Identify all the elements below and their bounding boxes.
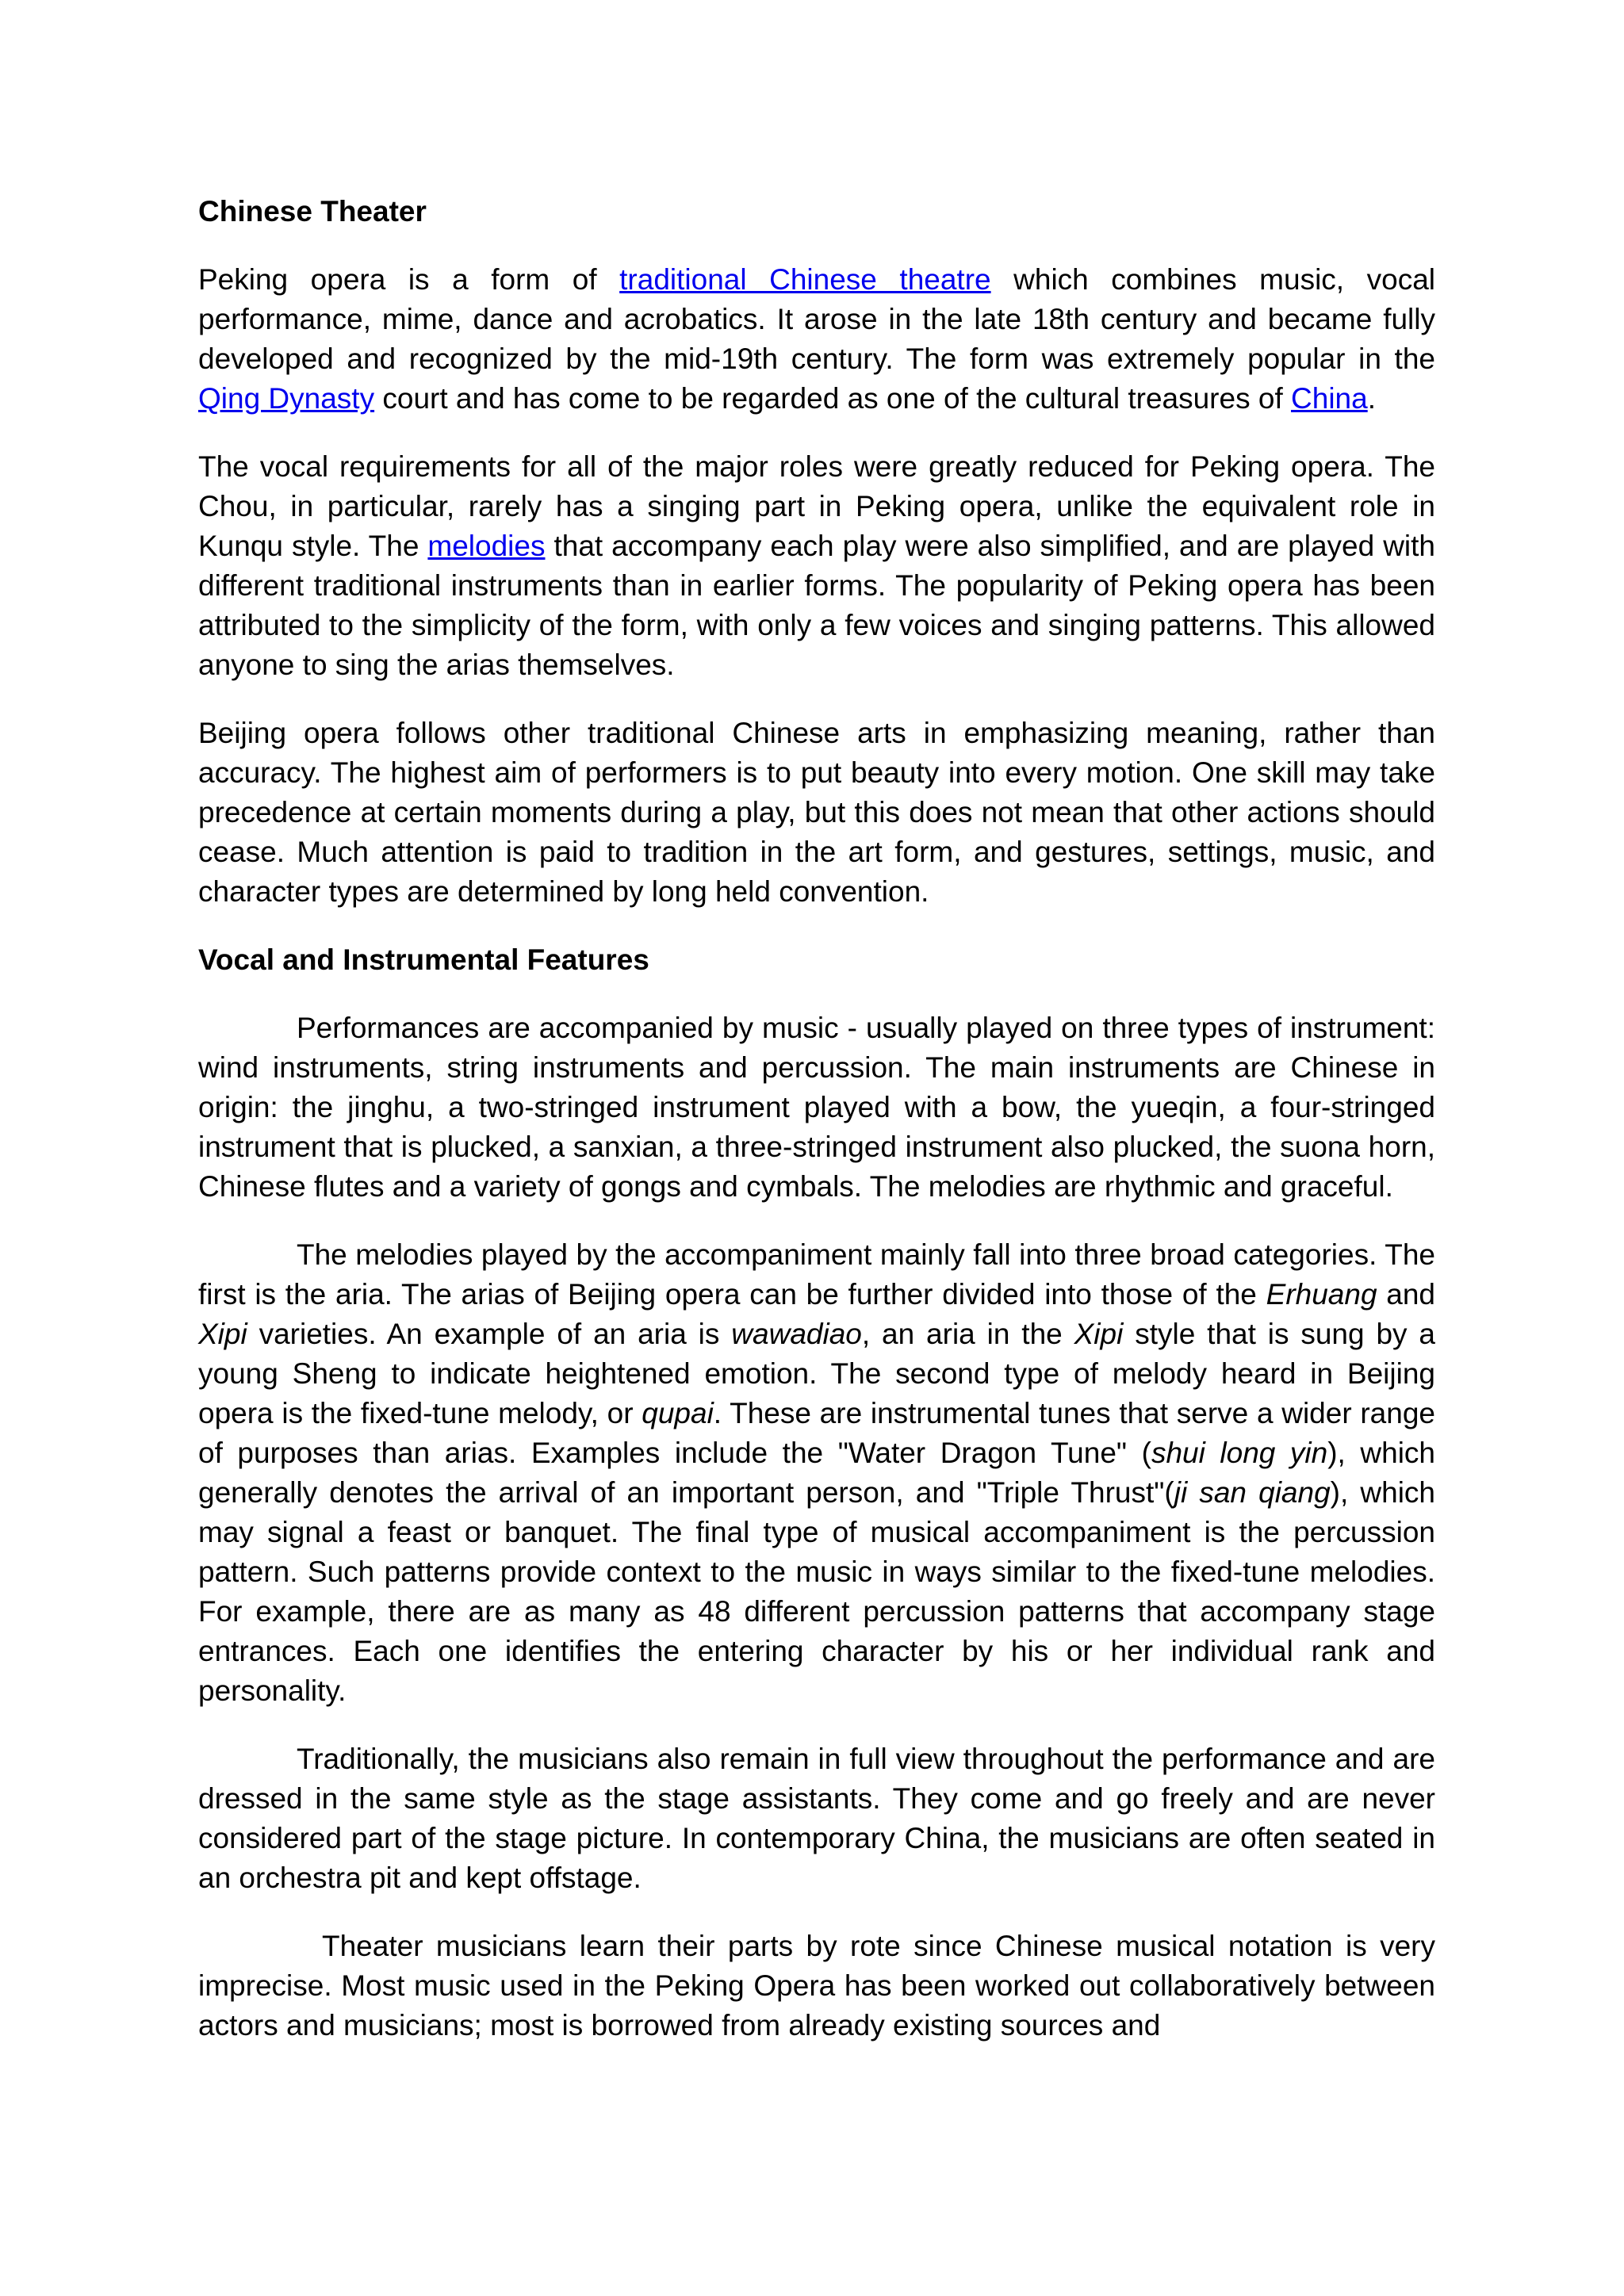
paragraph-instruments: Performances are accompanied by music - usually played on three types of instrument: wind instruments, string instruments and percussion. The main instruments are Chinese in origin: the jinghu, a two-stringed instrument played with a bow, the yueqin, a four-stringed instrument that is plucked, a sanxian, a three-stringed instrument also plucked, the suona horn, Chinese flutes and a variety of gongs and cymbals. The melodies are rhythmic and graceful. bbox=[198, 1012, 1435, 1203]
text-run: that accompany each play were also simplified, and are played with different traditional instruments than in earlier forms. The popularity of Peking opera has been attributed to the simplicity of the form, with only a few voices and singing patterns. This allowed anyone to sing the arias themselves. bbox=[198, 530, 1435, 681]
link-qing-dynasty[interactable]: Qing Dynasty bbox=[198, 382, 375, 415]
text-run: . These are instrumental tunes that serve a wider range of purposes than arias. Examples include the "Water Dragon Tune" ( bbox=[198, 1397, 1435, 1469]
text-run: . bbox=[1367, 382, 1376, 415]
text-run: The melodies played by the accompaniment mainly fall into three broad categories. The first is the aria. The arias of Beijing opera can be further divided into those of the bbox=[198, 1238, 1435, 1311]
section-heading-vocal-instrumental: Vocal and Instrumental Features bbox=[198, 943, 649, 976]
text-run: ), which generally denotes the arrival of an important person, and "Triple Thrust"( bbox=[198, 1437, 1436, 1509]
link-traditional-chinese-theatre[interactable]: traditional Chinese theatre bbox=[619, 263, 991, 296]
document-page bbox=[198, 192, 1435, 2074]
italic-term: qupai bbox=[642, 1397, 714, 1429]
text-run: court and has come to be regarded as one of the cultural treasures of bbox=[374, 382, 1292, 415]
paragraph-musicians-view: Traditionally, the musicians also remain in full view throughout the performance and are dressed in the same style as the stage assistants. They come and go freely and are never considered part of the stage picture. In contemporary China, the musicians are often seated in an orchestra pit and kept offstage. bbox=[198, 1743, 1435, 1894]
italic-term: Erhuang bbox=[1266, 1278, 1377, 1311]
paragraph-intro bbox=[198, 260, 1435, 419]
text-run: ), which may signal a feast or banquet. The final type of musical accompaniment is the percussion pattern. Such patterns provide context to the music in ways similar to the fixed-tune melodies. For example, there are as many as 48 different percussion patterns that accompany stage entrances. Each one identifies the entering character by his or her individual rank and personality. bbox=[198, 1476, 1435, 1707]
page-title: Chinese Theater bbox=[198, 195, 427, 228]
paragraph-melody-categories bbox=[198, 1235, 1435, 1711]
paragraph-learning-by-rote: Theater musicians learn their parts by rote since Chinese musical notation is very imprecise. Most music used in the Peking Opera has been worked out collaboratively between actors and musicians; most is borrowed from already existing sources and bbox=[198, 1930, 1435, 2042]
italic-term: Xipi bbox=[1074, 1318, 1124, 1350]
text-run: Peking opera is a form of bbox=[198, 263, 620, 296]
italic-term: Xipi bbox=[198, 1318, 247, 1350]
paragraph-vocal-requirements bbox=[198, 447, 1435, 685]
italic-term: shui long yin bbox=[1151, 1437, 1328, 1469]
text-run: , an aria in the bbox=[861, 1318, 1074, 1350]
link-china[interactable]: China bbox=[1291, 382, 1368, 415]
text-run: The vocal requirements for all of the major roles were greatly reduced for Peking opera. The Chou, in particular, rarely has a singing part in Peking opera, unlike the equivalent role in Kunqu style. The bbox=[198, 450, 1435, 562]
paragraph-meaning: Beijing opera follows other traditional Chinese arts in emphasizing meaning, rather than accuracy. The highest aim of performers is to put beauty into every motion. One skill may take precedence at certain moments during a play, but this does not mean that other actions should cease. Much attention is paid to tradition in the art form, and gestures, settings, music, and character types are determined by long held convention. bbox=[198, 717, 1435, 908]
text-run: varieties. An example of an aria is bbox=[247, 1318, 732, 1350]
italic-term: wawadiao bbox=[731, 1318, 862, 1350]
link-melodies[interactable]: melodies bbox=[427, 530, 546, 562]
text-run: which combines music, vocal performance, mime, dance and acrobatics. It arose in the late 18th century and became fully developed and recognized by the mid-19th century. The form was extremely popular in the bbox=[198, 263, 1435, 375]
text-run: and bbox=[1377, 1278, 1436, 1311]
text-run: style that is sung by a young Sheng to indicate heightened emotion. The second type of melody heard in Beijing opera is the fixed-tune melody, or bbox=[198, 1318, 1435, 1429]
italic-term: ji san qiang bbox=[1174, 1476, 1331, 1509]
